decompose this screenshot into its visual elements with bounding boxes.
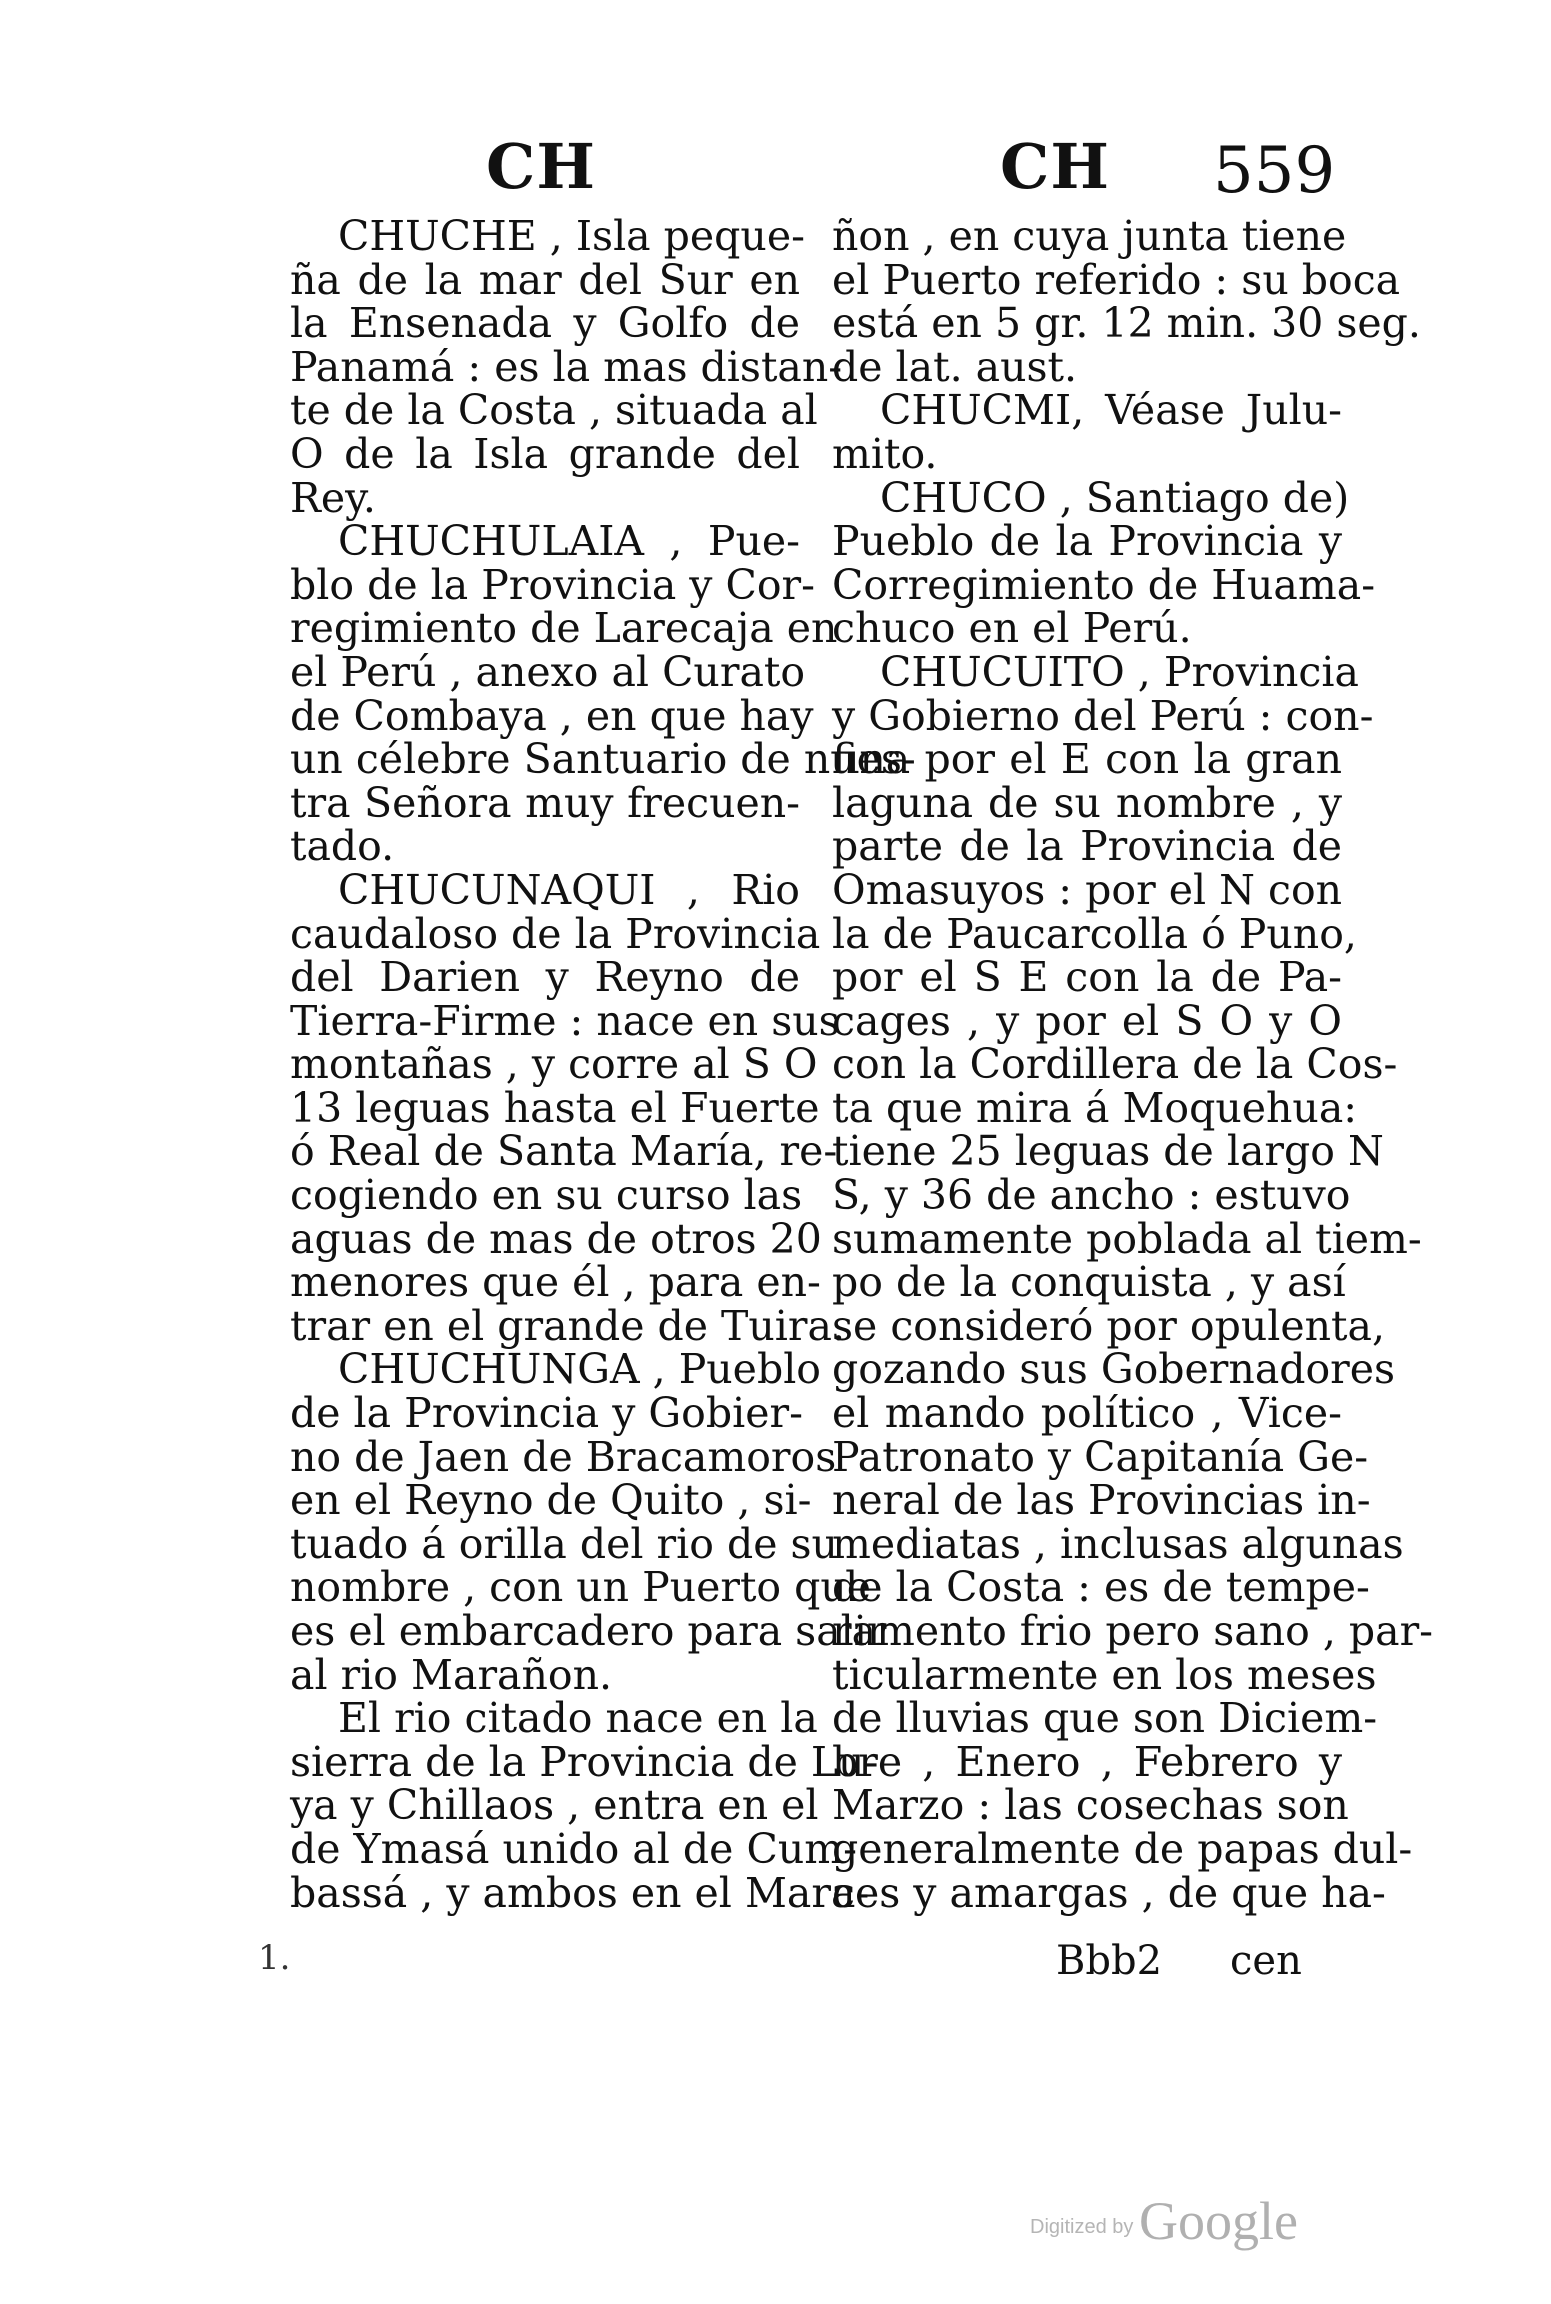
text-line: te de la Costa , situada al: [290, 386, 818, 435]
signature-mark: Bbb2: [1056, 1938, 1163, 1984]
text-line: blo de la Provincia y Cor-: [290, 560, 816, 609]
stray-mark: 1.: [258, 1938, 291, 1978]
text-line: de lluvias que son Diciem-: [832, 1694, 1378, 1743]
text-line: tiene 25 leguas de largo N: [832, 1127, 1384, 1176]
text-line: Omasuyos : por el N con: [832, 865, 1343, 914]
text-line: gozando sus Gobernadores: [832, 1345, 1396, 1394]
text-line: Corregimiento de Huama-: [832, 560, 1376, 609]
text-line: el Puerto referido : su boca: [832, 255, 1401, 304]
text-line: al rio Marañon.: [290, 1650, 613, 1699]
text-line: en el Reyno de Quito , si-: [290, 1476, 812, 1525]
text-line: el mando político , Vice-: [832, 1389, 1342, 1438]
text-line: Pueblo de la Provincia y: [832, 517, 1342, 566]
text-line: regimiento de Larecaja en: [290, 604, 838, 653]
text-line: de la Costa : es de tempe-: [832, 1563, 1370, 1612]
text-line: Marzo : las cosechas son: [832, 1781, 1349, 1830]
text-line: CHUCMI, Véase Julu-: [880, 386, 1342, 435]
text-line: CHUCUITO , Provincia: [880, 647, 1359, 696]
text-line: el Perú , anexo al Curato: [290, 647, 806, 696]
text-line: Rey.: [290, 473, 376, 522]
text-line: mito.: [832, 429, 938, 478]
text-line: tra Señora muy frecuen-: [290, 778, 800, 827]
text-line: ña de la mar del Sur en: [290, 255, 800, 304]
text-line: ó Real de Santa María, re-: [290, 1127, 838, 1176]
page-number: 559: [1213, 134, 1336, 208]
text-line: la Ensenada y Golfo de: [290, 299, 800, 348]
text-line: y Gobierno del Perú : con-: [832, 691, 1374, 740]
text-line: de la Provincia y Gobier-: [290, 1389, 803, 1438]
text-line: tado.: [290, 822, 395, 871]
text-line: está en 5 gr. 12 min. 30 seg.: [832, 299, 1421, 348]
text-line: laguna de su nombre , y: [832, 778, 1342, 827]
text-line: ces y amargas , de que ha-: [832, 1868, 1386, 1917]
text-line: El rio citado nace en la: [338, 1694, 818, 1743]
text-line: S, y 36 de ancho : estuvo: [832, 1171, 1351, 1220]
text-line: mediatas , inclusas algunas: [832, 1519, 1404, 1568]
catchword: cen: [1230, 1938, 1302, 1984]
running-head-right: CH: [1000, 130, 1110, 203]
text-line: aguas de mas de otros 20: [290, 1214, 822, 1263]
text-line: del Darien y Reyno de: [290, 953, 800, 1002]
text-line: menores que él , para en-: [290, 1258, 821, 1307]
text-line: Tierra-Firme : nace en sus: [290, 996, 840, 1045]
text-line: trar en el grande de Tuira.: [290, 1301, 845, 1350]
text-line: cogiendo en su curso las: [290, 1171, 803, 1220]
text-line: neral de las Provincias in-: [832, 1476, 1371, 1525]
text-line: es el embarcadero para salir: [290, 1607, 887, 1655]
text-line: CHUCHE , Isla peque-: [338, 212, 805, 260]
text-line: Panamá : es la mas distan-: [290, 342, 843, 391]
watermark-prefix: Digitized by: [1030, 2216, 1134, 2238]
text-line: no de Jaen de Bracamoros: [290, 1432, 837, 1481]
text-line: con la Cordillera de la Cos-: [832, 1040, 1398, 1089]
digitized-watermark: [1030, 2190, 1298, 2252]
text-line: ramento frio pero sano , par-: [832, 1607, 1434, 1655]
text-line: ñon , en cuya junta tiene: [832, 212, 1347, 260]
text-line: Patronato y Capitanía Ge-: [832, 1432, 1369, 1481]
text-line: sumamente poblada al tiem-: [832, 1214, 1422, 1263]
text-line: caudaloso de la Provincia: [290, 909, 821, 958]
text-line: bassá , y ambos en el Mara-: [290, 1868, 870, 1917]
text-line: la de Paucarcolla ó Puno,: [832, 909, 1357, 958]
text-line: CHUCHUNGA , Pueblo: [338, 1345, 821, 1394]
text-line: CHUCHULAIA , Pue-: [338, 517, 800, 566]
text-line: de lat. aust.: [832, 342, 1078, 391]
text-line: 13 leguas hasta el Fuerte: [290, 1083, 820, 1132]
text-line: de Combaya , en que hay: [290, 691, 814, 740]
text-line: CHUCO , Santiago de): [880, 473, 1350, 522]
right-column: [832, 212, 1434, 1917]
text-line: montañas , y corre al S O: [290, 1040, 818, 1089]
text-line: nombre , con un Puerto que: [290, 1563, 872, 1612]
text-line: un célebre Santuario de nues-: [290, 735, 916, 784]
text-line: se consideró por opulenta,: [832, 1301, 1385, 1350]
text-line: sierra de la Provincia de Lu-: [290, 1737, 879, 1786]
text-line: parte de la Provincia de: [832, 822, 1342, 871]
text-line: de Ymasá unido al de Cum-: [290, 1824, 857, 1873]
text-line: generalmente de papas dul-: [832, 1824, 1413, 1873]
text-line: ta que mira á Moquehua:: [832, 1083, 1358, 1132]
text-line: bre , Enero , Febrero y: [832, 1737, 1342, 1786]
running-head-left: CH: [486, 130, 596, 203]
text-line: CHUCUNAQUI , Rio: [338, 865, 800, 914]
text-line: ticularmente en los meses: [832, 1650, 1377, 1699]
text-line: tuado á orilla del rio de su: [290, 1519, 838, 1568]
google-logo-text: Google: [1138, 2191, 1298, 2251]
text-line: O de la Isla grande del: [290, 429, 800, 478]
text-line: po de la conquista , y así: [832, 1258, 1346, 1307]
text-line: chuco en el Perú.: [832, 604, 1192, 653]
text-line: fina por el E con la gran: [832, 735, 1342, 784]
text-line: por el S E con la de Pa-: [832, 953, 1342, 1002]
text-line: cages , y por el S O y O: [832, 996, 1342, 1045]
text-line: ya y Chillaos , entra en el: [290, 1781, 819, 1830]
